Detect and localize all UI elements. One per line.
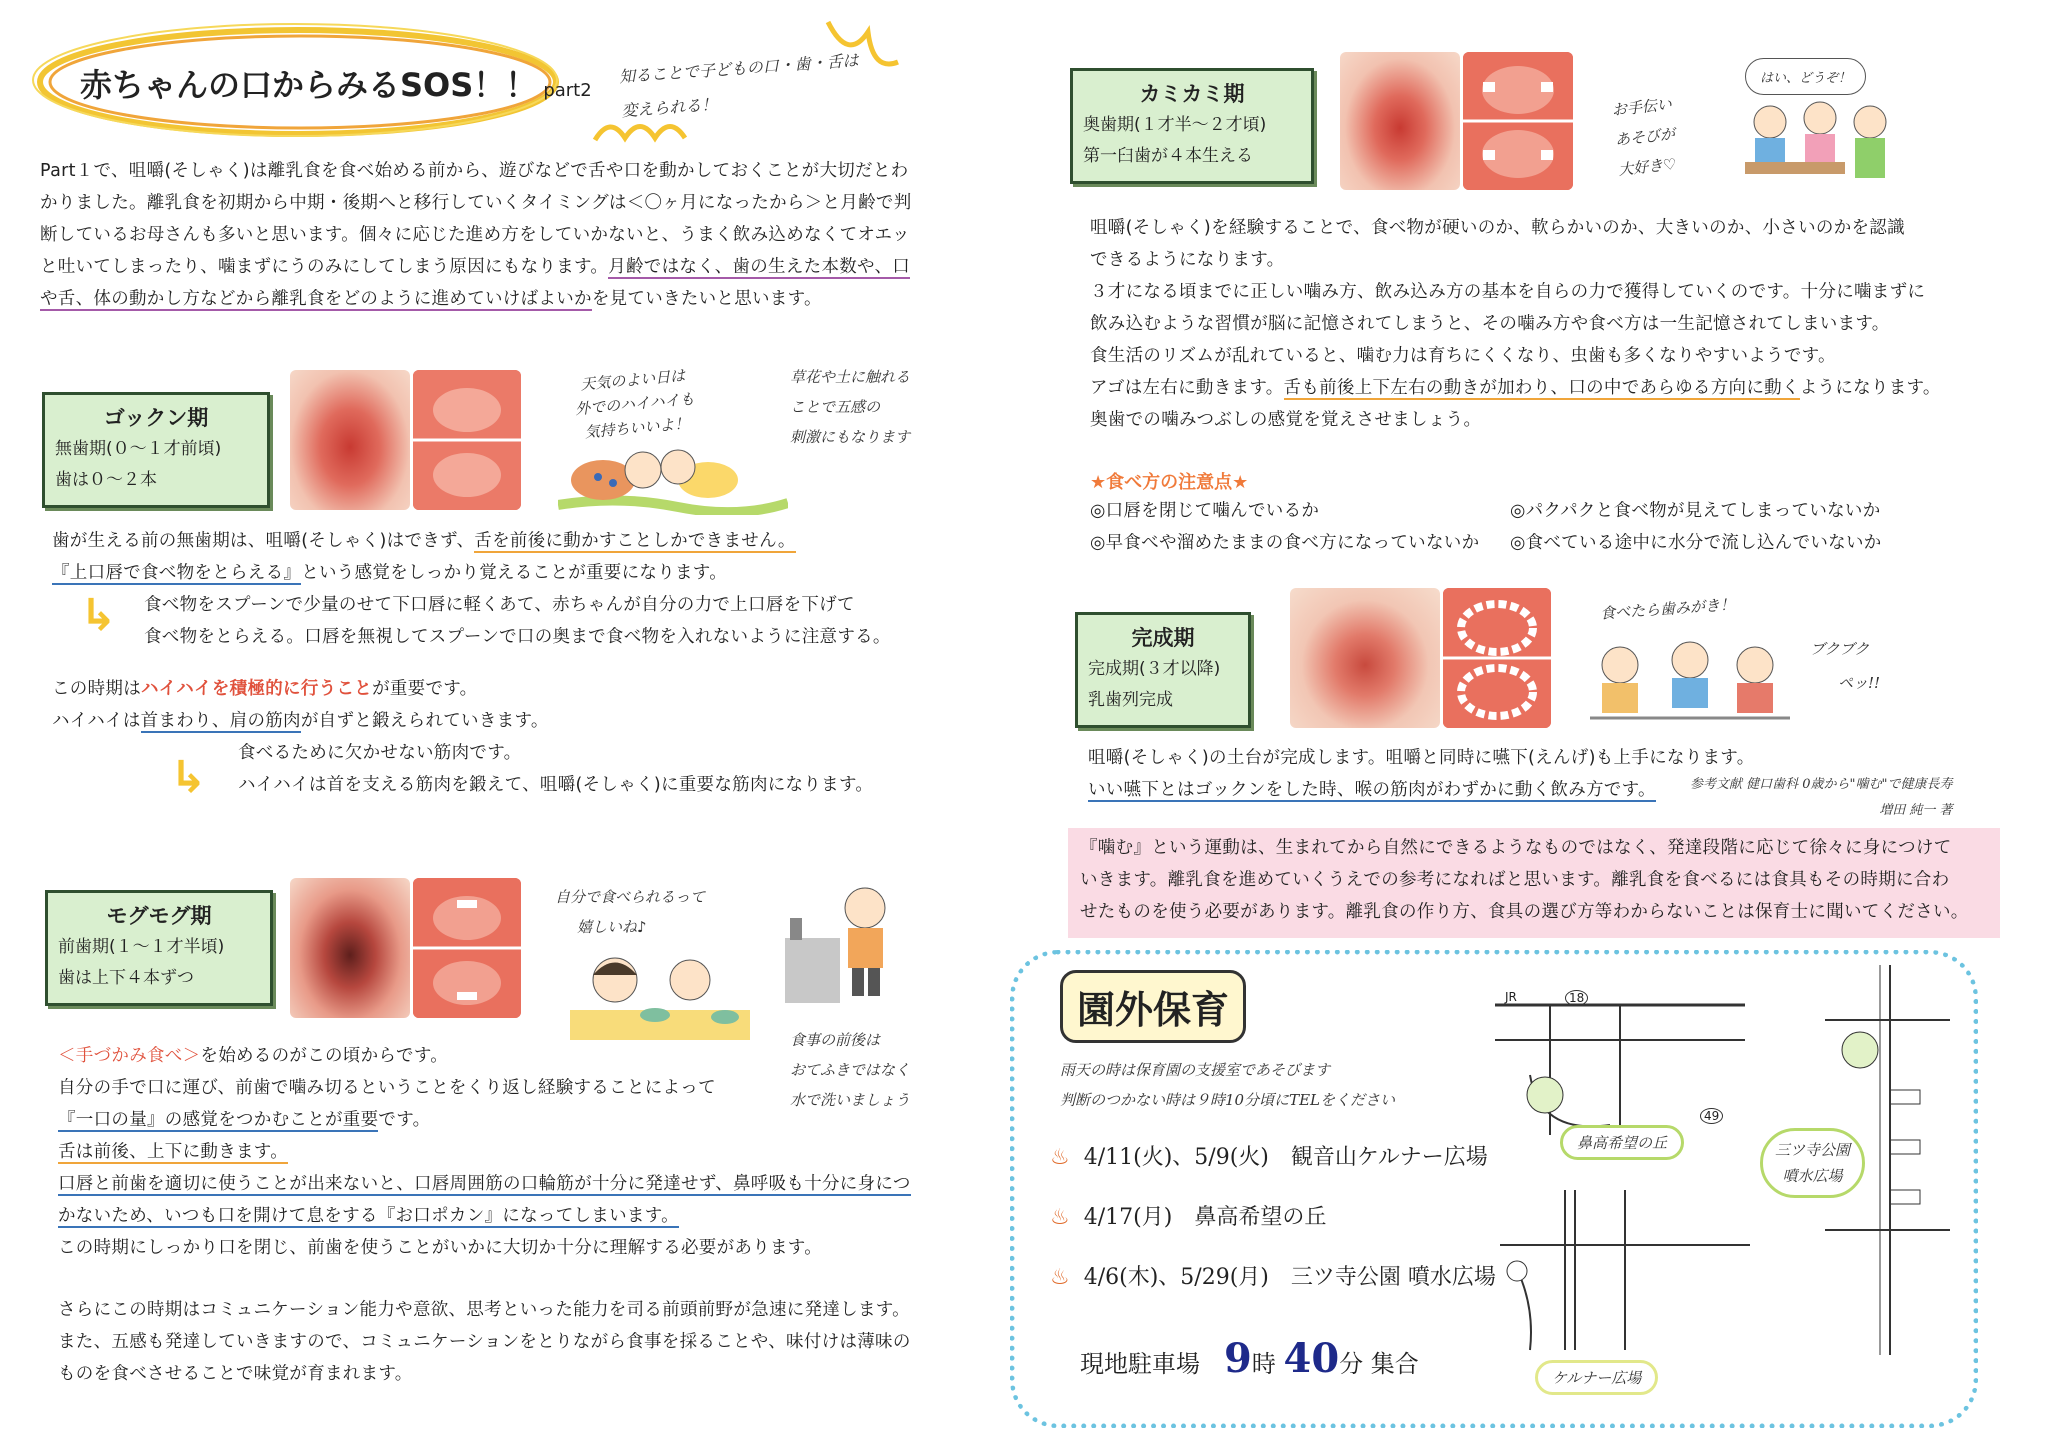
schedule-list [1050,1128,1496,1308]
schedule-item: ♨ 4/11(火)、5/9(火) 観音山ケルナー広場 [1050,1145,1488,1170]
mogumogu-text: ＜手づかみ食べ＞を始めるのがこの頃からです。 自分の手で口に運び、前歯で噛み切るということをくり返し経験することによって 『一口の量』の感覚をつかむことが重要です。 舌は前後、上下に動きます。 口唇と前歯を適切に使うことが出来ないと、口唇周囲筋の口輪筋が十分に発達せず、鼻呼吸も十分に身につ かないため、いつも口を開けて息をする『お口ポカン』になってしまいます。 この時期にしっかり口を閉じ、前歯を使うことがいかに大切か十分に理解する必要があります。 さらにこの時期はコミュニケーション能力や意欲、思考といった能力を司る前頭前野が急速に発達します。 また、五感も発達していきますので、コミュニケーションをとりながら食事を採ることや、味付けは薄味の ものを食べさせることで味覚が育まれます。 [58,1046,911,1384]
map-label-hanadaka: 鼻高希望の丘 [1560,1125,1684,1160]
lips-photo [290,370,410,510]
tagline: 知ることで子どもの口・歯・舌は 変えられる！ [618,50,860,121]
intro-text: Part１で、咀嚼(そしゃく)は離乳食を食べ始める前から、遊びなどで舌や口を動かしておくことが大切だとわ かりました。離乳食を初期から中期・後期へと移行していくタイミングは＜〇ヶ月になったから＞と月齢で判 断しているお母さんも多いと思います。個々に応じた進め方をしていかないと、うまく飲み込めなくてオエッ と吐いてしまったり、噛まずにうのみにしてしまう原因にもなります。月齢ではなく、歯の生えた本数や、口 や舌、体の動かし方などから離乳食をどのように進めていけばよいかを見ていきたいと思います。 [40,161,912,309]
map-label-mitsudera: 三ツ寺公園 噴水広場 [1760,1128,1865,1198]
kansei-note-2: ブクブク ペッ!! [1810,640,1881,692]
mouth-photo [413,370,521,510]
brushing-kids-illustration [1590,630,1790,725]
caution-list-left: ◎口唇を閉じて噛んでいるか ◎早食べや溜めたままの食べ方になっていないか [1090,501,1480,553]
mogumogu-stage-box: モグモグ期 前歯期(１～１才半頃) 歯は上下４本ずつ [45,890,273,1006]
helping-kids-illustration [1745,100,1895,190]
mouth-photo [1443,588,1551,728]
yellow-scribble-icon [590,110,710,150]
kamikami-note-1: お手伝い あそびが 大好き♡ [1611,95,1678,179]
caution-title: ★食べ方の注意点★ [1090,472,1249,493]
mouth-photo [413,878,521,1018]
arrow-icon: ↳ [170,752,207,803]
crawling-babies-illustration [558,425,788,515]
mouth-photo [1463,52,1573,190]
mogumogu-note-1: 自分で食べられるって 嬉しいね♪ [555,888,706,936]
page-title: 赤ちゃんの口からみるSOS！！ part2 [80,66,592,104]
schedule-item: ♨ 4/17(月) 鼻高希望の丘 [1050,1205,1327,1230]
caution-list-right: ◎パクパクと食べ物が見えてしまっていないか ◎食べている途中に水分で流し込んでいないか [1510,501,1882,553]
map-route-18: 18 [1565,990,1588,1006]
kamikami-text: 咀嚼(そしゃく)を経験することで、食べ物が硬いのか、軟らかいのか、大きいのか、小さいのかを認識 できるようになります。 ３才になる頃までに正しい噛み方、飲み込み方の基本を自らの力で獲得していくのです。十分に噛まずに 飲み込むような習慣が脳に記憶されてしまうと、その噛み方や食べ方は一生記憶されてしまいます。 食生活のリズムが乱れていると、噛む力は育ちにくくなり、虫歯も多くなりやすいようです。 アゴは左右に動きます。舌も前後上下左右の動きが加わり、口の中であらゆる方向に動くようになります。 奥歯での噛みつぶしの感覚を覚えさせましょう。 [1090,218,1941,430]
kansei-note-1: 食べたら歯みがき！ [1599,595,1736,623]
map-kellner [1495,1185,1755,1355]
kansei-stage-box: 完成期 完成期(３才以降) 乳歯列完成 [1075,612,1251,728]
eating-kids-illustration [560,945,760,1045]
gokkun-note-1: 天気のよい日は 外でのハイハイも 気持ちいいよ！ [574,366,696,442]
lips-photo [1290,588,1440,728]
gokkun-stage-box: ゴックン期 無歯期(０～１才前頃) 歯は０～２本 [42,392,270,508]
summary-box: 『噛む』という運動は、生まれてから自然にできるようなものではなく、発達段階に応じて徐々に身につけて いきます。離乳食を進めていくうえでの参考になればと思います。離乳食を食べるには食具もその時期に合わ せたものを使う必要があります。離乳食の作り方、食具の選び方等わからないことは保育士に聞いてください。 [1068,828,2000,938]
reference-note: 参考文献 健口歯科 0歳から"噛む"で健康長寿 増田 純一 著 [1690,777,1953,818]
map-jr-label: JR [1505,990,1517,1004]
outing-title: 園外保育 [1060,970,1246,1043]
meeting-time: 現地駐車場 9時 40分 集合 [1080,1335,1419,1382]
arrow-icon: ↳ [80,590,117,641]
yellow-squiggle-icon [818,12,908,82]
lips-photo [290,878,410,1018]
outing-note: 雨天の時は保育園の支援室であそびます 判断のつかない時は９時10分頃にTELをください [1060,1061,1396,1109]
kamikami-stage-box: カミカミ期 奥歯期(１才半～２才頃) 第一臼歯が４本生える [1070,68,1314,184]
lips-photo [1340,52,1460,190]
mogumogu-note-2: 食事の前後は おてふきではなく 水で洗いましょう [790,1031,911,1109]
handwashing-kid-illustration [780,878,900,1008]
speech-bubble: はい、どうぞ！ [1745,58,1866,95]
kansei-text: 咀嚼(そしゃく)の土台が完成します。咀嚼と同時に嚥下(えんげ)も上手になります。 いい嚥下とはゴックンをした時、喉の筋肉がわずかに動く飲み方です。 [1088,748,1755,800]
gokkun-note-2: 草花や土に触れる ことで五感の 刺激にもなります [790,368,911,446]
map-route-49: 49 [1700,1108,1723,1124]
schedule-item: ♨ 4/6(木)、5/29(月) 三ツ寺公園 噴水広場 [1050,1265,1496,1290]
gokkun-text: 歯が生える前の無歯期は、咀嚼(そしゃく)はできず、舌を前後に動かすことしかできません。 『上口唇で食べ物をとらえる』という感覚をしっかり覚えることが重要になります。 食べ物をスプーンで少量のせて下口唇に軽くあて、赤ちゃんが自分の力で上口唇を下げて 食べ物をとらえる。口唇を無視してスプーンで口の奥まで食べ物を入れないように注意する。 この時期はハイハイを積極的に行うことが重要です。 ハイハイは首まわり、肩の筋肉が自ずと鍛えられていきます。 食べるために欠かせない筋肉です。 ハイハイは首を支える筋肉を鍛えて、咀嚼(そしゃく)に重要な筋肉になります。 [52,531,891,795]
map-label-kellner: ケルナー広場 [1535,1360,1658,1395]
